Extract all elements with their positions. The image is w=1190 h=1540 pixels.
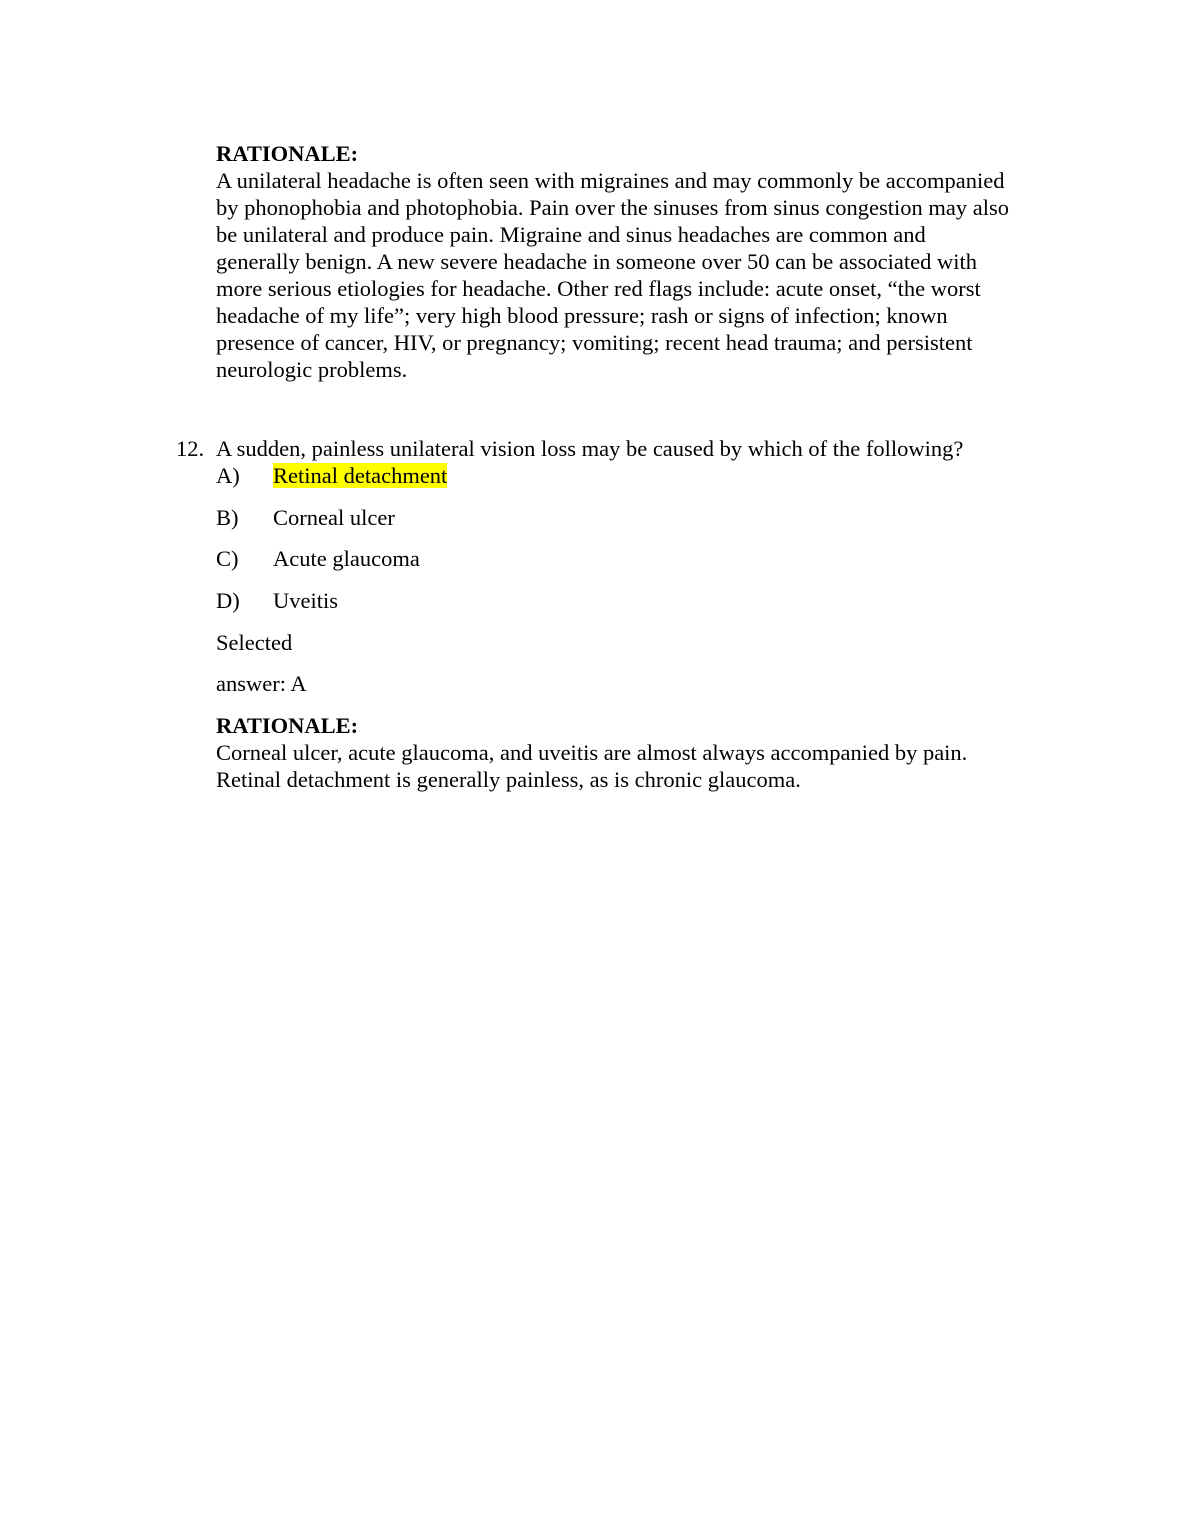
rationale-heading: RATIONALE:: [216, 141, 359, 166]
answer-label: answer: A: [216, 671, 307, 696]
option-letter: A): [216, 463, 240, 488]
rationale-line: generally benign. A new severe headache in someone over 50 can be associated with: [216, 249, 977, 274]
option-text: Acute glaucoma: [273, 546, 420, 571]
rationale-line: more serious etiologies for headache. Other red flags include: acute onset, “the worst: [216, 276, 981, 301]
rationale-section-2: [216, 712, 1076, 793]
rationale-line: by phonophobia and photophobia. Pain over the sinuses from sinus congestion may also: [216, 195, 1010, 220]
rationale-line: headache of my life”; very high blood pressure; rash or signs of infection; known: [216, 303, 948, 328]
rationale-line: neurologic problems.: [216, 357, 408, 382]
answer-option-d: [216, 587, 338, 614]
rationale-line: presence of cancer, HIV, or pregnancy; vomiting; recent head trauma; and persistent: [216, 330, 973, 355]
rationale-heading: RATIONALE:: [216, 713, 359, 738]
option-letter: D): [216, 588, 240, 613]
rationale-line: be unilateral and produce pain. Migraine and sinus headaches are common and: [216, 222, 926, 247]
option-text-highlighted: Retinal detachment: [273, 463, 448, 488]
answer-option-a: [216, 462, 447, 489]
rationale-line: Retinal detachment is generally painless, as is chronic glaucoma.: [216, 767, 801, 792]
option-text: Corneal ulcer: [273, 505, 395, 530]
answer-option-c: [216, 545, 420, 572]
question-stem: [176, 435, 963, 462]
option-letter: B): [216, 505, 239, 530]
question-number: 12.: [176, 436, 205, 461]
rationale-section-1: [216, 140, 1076, 383]
rationale-line: A unilateral headache is often seen with migraines and may commonly be accompanied: [216, 168, 1005, 193]
answer-option-b: [216, 504, 395, 531]
question-text: A sudden, painless unilateral vision loss may be caused by which of the following?: [216, 436, 964, 461]
option-text: Uveitis: [273, 588, 338, 613]
option-letter: C): [216, 546, 239, 571]
rationale-line: Corneal ulcer, acute glaucoma, and uveitis are almost always accompanied by pain.: [216, 740, 968, 765]
selected-label: Selected: [216, 630, 293, 655]
